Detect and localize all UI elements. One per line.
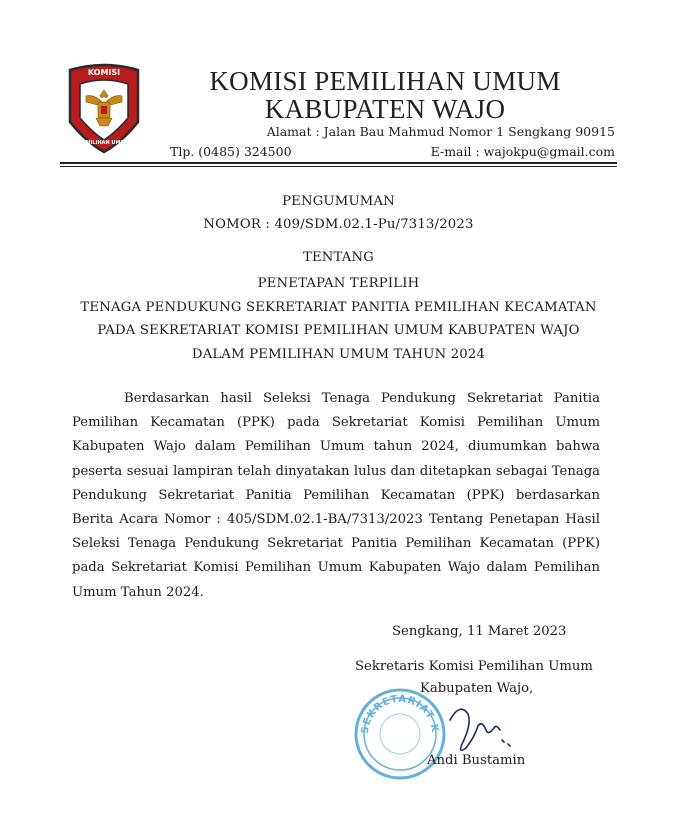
org-region: KABUPATEN WAJO [264, 94, 506, 124]
announcement-body: Berdasarkan hasil Seleksi Tenaga Pendukung Sekretariat Panitia Pemilihan Kecamatan (PPK) pada Sekretariat Komisi Pemilihan Umum Kabupaten Wajo dalam Pemilihan Umum tahun 2024, diumumkan bahwa peserta sesuai lampiran telah dinyatakan lulus dan ditetapkan sebagai Tenaga Pendukung Sekretariat Panitia Pemilihan Kecamatan (PPK) berdasarkan Berita Acara Nomor : 405/SDM.02.1-BA/7313/2023 Tentang Penetapan Hasil Seleksi Tenaga Pendukung Sekretariat Panitia Pemilihan Kecamatan (PPK) pada Sekretariat Komisi Pemilihan Umum Kabupaten Wajo dalam Pemilihan Umum Tahun 2024. [72, 391, 600, 600]
signature-mark-icon [438, 700, 518, 760]
announcement-heading: PENGUMUMAN [282, 194, 395, 209]
org-email: E-mail : wajokpu@gmail.com [430, 144, 615, 159]
svg-text:SEKRETARIAT KOMISI [352, 686, 440, 734]
place-date: Sengkang, 11 Maret 2023 [392, 624, 567, 639]
stamp-text: SEKRETARIAT K [359, 693, 441, 735]
signatory-title: Sekretaris Komisi Pemilihan Umum [355, 659, 593, 674]
org-name: KOMISI PEMILIHAN UMUM [209, 66, 561, 96]
org-phone: Tlp. (0485) 324500 [170, 144, 292, 159]
subject-line: DALAM PEMILIHAN UMUM TAHUN 2024 [191, 347, 486, 362]
signatory-region: Kabupaten Wajo, [420, 681, 534, 696]
subject-line: PENETAPAN TERPILIH [257, 276, 420, 291]
kpu-logo-icon [62, 60, 146, 154]
logo-text-top: KOMISI [87, 68, 121, 77]
letterhead-divider-thin [60, 166, 617, 167]
logo-text-bottom: PEMILIHAN UMUM [78, 140, 130, 146]
letterhead-divider [60, 162, 617, 164]
subject-line: PADA SEKRETARIAT KOMISI PEMILIHAN UMUM KABUPATEN WAJO [97, 323, 580, 338]
signatory-name: Andi Bustamin [427, 753, 526, 768]
announcement-about: TENTANG [302, 250, 375, 265]
org-address: Alamat : Jalan Bau Mahmud Nomor 1 Sengkang 90915 [266, 124, 615, 139]
announcement-number: NOMOR : 409/SDM.02.1-Pu/7313/2023 [203, 217, 474, 232]
subject-line: TENAGA PENDUKUNG SEKRETARIAT PANITIA PEMILIHAN KECAMATAN [80, 300, 597, 315]
